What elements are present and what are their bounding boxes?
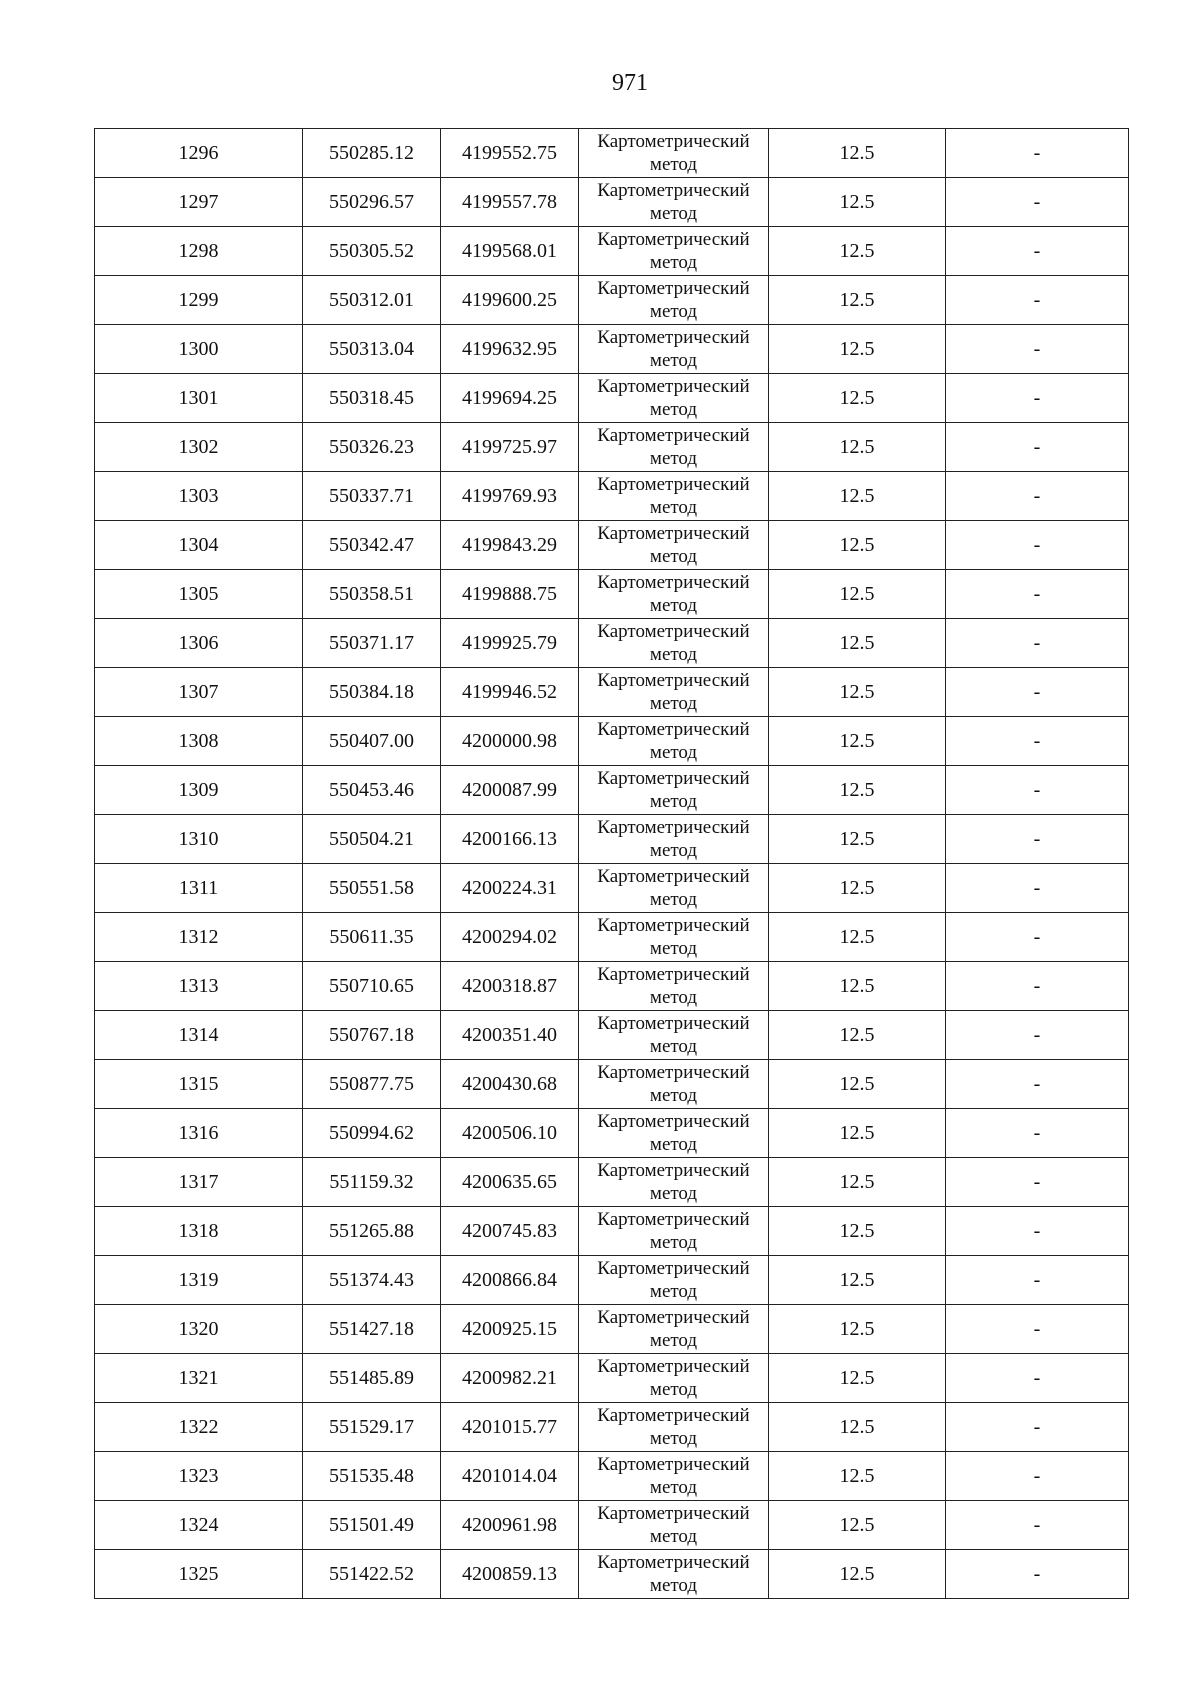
method-line-1: Картометрический <box>597 425 750 446</box>
method-line-1: Картометрический <box>597 817 750 838</box>
table-row <box>95 1158 1129 1207</box>
table-row <box>95 1207 1129 1256</box>
point-number-cell: 1325 <box>95 1550 303 1599</box>
point-number-cell: 1313 <box>95 962 303 1011</box>
y-coordinate-cell: 4200635.65 <box>441 1158 579 1207</box>
point-number-cell: 1308 <box>95 717 303 766</box>
point-number-cell: 1311 <box>95 864 303 913</box>
method-cell <box>579 129 769 178</box>
x-coordinate-cell: 551529.17 <box>303 1403 441 1452</box>
x-coordinate-cell: 551485.89 <box>303 1354 441 1403</box>
method-line-1: Картометрический <box>597 1258 750 1279</box>
method-line-1: Картометрический <box>597 474 750 495</box>
table-row <box>95 129 1129 178</box>
method-line-1: Картометрический <box>597 1552 750 1573</box>
method-line-2: метод <box>649 1330 698 1351</box>
method-line-1: Картометрический <box>597 866 750 887</box>
accuracy-cell: 12.5 <box>769 668 946 717</box>
y-coordinate-cell: 4201014.04 <box>441 1452 579 1501</box>
method-line-1: Картометрический <box>597 1062 750 1083</box>
method-line-1: Картометрический <box>597 1160 750 1181</box>
x-coordinate-cell: 551265.88 <box>303 1207 441 1256</box>
note-cell: - <box>946 717 1129 766</box>
table-row <box>95 717 1129 766</box>
x-coordinate-cell: 550994.62 <box>303 1109 441 1158</box>
accuracy-cell: 12.5 <box>769 1550 946 1599</box>
x-coordinate-cell: 550318.45 <box>303 374 441 423</box>
note-cell: - <box>946 423 1129 472</box>
method-line-1: Картометрический <box>597 964 750 985</box>
accuracy-cell: 12.5 <box>769 1403 946 1452</box>
method-cell <box>579 1158 769 1207</box>
y-coordinate-cell: 4199769.93 <box>441 472 579 521</box>
point-number-cell: 1315 <box>95 1060 303 1109</box>
note-cell: - <box>946 472 1129 521</box>
accuracy-cell: 12.5 <box>769 129 946 178</box>
method-cell <box>579 864 769 913</box>
note-cell: - <box>946 178 1129 227</box>
note-cell: - <box>946 129 1129 178</box>
x-coordinate-cell: 550453.46 <box>303 766 441 815</box>
method-cell <box>579 962 769 1011</box>
table-row <box>95 1305 1129 1354</box>
method-line-1: Картометрический <box>597 1405 750 1426</box>
method-cell <box>579 423 769 472</box>
method-line-1: Картометрический <box>597 768 750 789</box>
y-coordinate-cell: 4200961.98 <box>441 1501 579 1550</box>
accuracy-cell: 12.5 <box>769 521 946 570</box>
point-number-cell: 1297 <box>95 178 303 227</box>
point-number-cell: 1309 <box>95 766 303 815</box>
method-cell <box>579 472 769 521</box>
method-line-2: метод <box>649 1477 698 1498</box>
method-line-2: метод <box>649 1281 698 1302</box>
note-cell: - <box>946 1452 1129 1501</box>
method-line-2: метод <box>649 1134 698 1155</box>
table-row <box>95 374 1129 423</box>
x-coordinate-cell: 551535.48 <box>303 1452 441 1501</box>
note-cell: - <box>946 1305 1129 1354</box>
method-cell <box>579 1305 769 1354</box>
point-number-cell: 1318 <box>95 1207 303 1256</box>
accuracy-cell: 12.5 <box>769 1060 946 1109</box>
y-coordinate-cell: 4199600.25 <box>441 276 579 325</box>
method-line-1: Картометрический <box>597 670 750 691</box>
accuracy-cell: 12.5 <box>769 619 946 668</box>
method-line-1: Картометрический <box>597 1111 750 1132</box>
y-coordinate-cell: 4200166.13 <box>441 815 579 864</box>
method-line-1: Картометрический <box>597 523 750 544</box>
accuracy-cell: 12.5 <box>769 325 946 374</box>
method-line-2: метод <box>649 1379 698 1400</box>
method-cell <box>579 1011 769 1060</box>
x-coordinate-cell: 550313.04 <box>303 325 441 374</box>
accuracy-cell: 12.5 <box>769 1158 946 1207</box>
method-cell <box>579 1550 769 1599</box>
point-number-cell: 1307 <box>95 668 303 717</box>
point-number-cell: 1324 <box>95 1501 303 1550</box>
x-coordinate-cell: 551427.18 <box>303 1305 441 1354</box>
x-coordinate-cell: 550384.18 <box>303 668 441 717</box>
accuracy-cell: 12.5 <box>769 227 946 276</box>
method-line-1: Картометрический <box>597 1307 750 1328</box>
table-row <box>95 668 1129 717</box>
method-line-2: метод <box>649 1526 698 1547</box>
method-line-2: метод <box>649 1428 698 1449</box>
method-line-2: метод <box>649 742 698 763</box>
method-line-1: Картометрический <box>597 1356 750 1377</box>
method-line-2: метод <box>649 1232 698 1253</box>
method-cell <box>579 1109 769 1158</box>
method-line-1: Картометрический <box>597 572 750 593</box>
method-line-2: метод <box>649 252 698 273</box>
y-coordinate-cell: 4199568.01 <box>441 227 579 276</box>
x-coordinate-cell: 550371.17 <box>303 619 441 668</box>
point-number-cell: 1298 <box>95 227 303 276</box>
method-cell <box>579 227 769 276</box>
method-line-1: Картометрический <box>597 621 750 642</box>
y-coordinate-cell: 4200224.31 <box>441 864 579 913</box>
x-coordinate-cell: 551422.52 <box>303 1550 441 1599</box>
x-coordinate-cell: 551159.32 <box>303 1158 441 1207</box>
x-coordinate-cell: 550611.35 <box>303 913 441 962</box>
note-cell: - <box>946 864 1129 913</box>
method-cell <box>579 1256 769 1305</box>
method-line-2: метод <box>649 791 698 812</box>
y-coordinate-cell: 4199694.25 <box>441 374 579 423</box>
point-number-cell: 1323 <box>95 1452 303 1501</box>
table-row <box>95 766 1129 815</box>
accuracy-cell: 12.5 <box>769 423 946 472</box>
accuracy-cell: 12.5 <box>769 717 946 766</box>
note-cell: - <box>946 962 1129 1011</box>
x-coordinate-cell: 550285.12 <box>303 129 441 178</box>
method-line-2: метод <box>649 1183 698 1204</box>
y-coordinate-cell: 4201015.77 <box>441 1403 579 1452</box>
page-number: 971 <box>612 70 648 96</box>
y-coordinate-cell: 4199552.75 <box>441 129 579 178</box>
x-coordinate-cell: 550342.47 <box>303 521 441 570</box>
accuracy-cell: 12.5 <box>769 864 946 913</box>
note-cell: - <box>946 374 1129 423</box>
x-coordinate-cell: 550504.21 <box>303 815 441 864</box>
x-coordinate-cell: 550710.65 <box>303 962 441 1011</box>
method-line-1: Картометрический <box>597 1503 750 1524</box>
x-coordinate-cell: 551501.49 <box>303 1501 441 1550</box>
y-coordinate-cell: 4199843.29 <box>441 521 579 570</box>
point-number-cell: 1320 <box>95 1305 303 1354</box>
y-coordinate-cell: 4200982.21 <box>441 1354 579 1403</box>
method-line-2: метод <box>649 546 698 567</box>
note-cell: - <box>946 325 1129 374</box>
y-coordinate-cell: 4200859.13 <box>441 1550 579 1599</box>
x-coordinate-cell: 550305.52 <box>303 227 441 276</box>
note-cell: - <box>946 1256 1129 1305</box>
accuracy-cell: 12.5 <box>769 1354 946 1403</box>
x-coordinate-cell: 550551.58 <box>303 864 441 913</box>
method-cell <box>579 374 769 423</box>
note-cell: - <box>946 815 1129 864</box>
x-coordinate-cell: 550296.57 <box>303 178 441 227</box>
y-coordinate-cell: 4200745.83 <box>441 1207 579 1256</box>
table-row <box>95 1354 1129 1403</box>
method-line-1: Картометрический <box>597 327 750 348</box>
accuracy-cell: 12.5 <box>769 815 946 864</box>
y-coordinate-cell: 4200351.40 <box>441 1011 579 1060</box>
method-line-1: Картометрический <box>597 180 750 201</box>
point-number-cell: 1317 <box>95 1158 303 1207</box>
method-cell <box>579 913 769 962</box>
method-line-2: метод <box>649 203 698 224</box>
point-number-cell: 1316 <box>95 1109 303 1158</box>
note-cell: - <box>946 1060 1129 1109</box>
y-coordinate-cell: 4199925.79 <box>441 619 579 668</box>
method-line-1: Картометрический <box>597 131 750 152</box>
accuracy-cell: 12.5 <box>769 178 946 227</box>
table-row <box>95 1060 1129 1109</box>
point-number-cell: 1300 <box>95 325 303 374</box>
coordinates-table-body <box>95 129 1129 1599</box>
note-cell: - <box>946 1011 1129 1060</box>
x-coordinate-cell: 550312.01 <box>303 276 441 325</box>
note-cell: - <box>946 1550 1129 1599</box>
note-cell: - <box>946 766 1129 815</box>
accuracy-cell: 12.5 <box>769 913 946 962</box>
note-cell: - <box>946 1158 1129 1207</box>
y-coordinate-cell: 4200925.15 <box>441 1305 579 1354</box>
method-line-2: метод <box>649 938 698 959</box>
x-coordinate-cell: 550337.71 <box>303 472 441 521</box>
point-number-cell: 1314 <box>95 1011 303 1060</box>
method-line-2: метод <box>649 301 698 322</box>
table-row <box>95 619 1129 668</box>
table-row <box>95 1011 1129 1060</box>
method-cell <box>579 1452 769 1501</box>
accuracy-cell: 12.5 <box>769 570 946 619</box>
note-cell: - <box>946 1109 1129 1158</box>
table-row <box>95 521 1129 570</box>
y-coordinate-cell: 4199725.97 <box>441 423 579 472</box>
method-cell <box>579 570 769 619</box>
method-line-2: метод <box>649 693 698 714</box>
table-row <box>95 1550 1129 1599</box>
table-row <box>95 423 1129 472</box>
y-coordinate-cell: 4199946.52 <box>441 668 579 717</box>
point-number-cell: 1322 <box>95 1403 303 1452</box>
y-coordinate-cell: 4199632.95 <box>441 325 579 374</box>
method-line-2: метод <box>649 154 698 175</box>
y-coordinate-cell: 4199888.75 <box>441 570 579 619</box>
y-coordinate-cell: 4200000.98 <box>441 717 579 766</box>
method-cell <box>579 1060 769 1109</box>
method-line-1: Картометрический <box>597 719 750 740</box>
method-line-2: метод <box>649 644 698 665</box>
table-row <box>95 570 1129 619</box>
note-cell: - <box>946 1354 1129 1403</box>
table-row <box>95 227 1129 276</box>
method-cell <box>579 276 769 325</box>
accuracy-cell: 12.5 <box>769 1452 946 1501</box>
point-number-cell: 1305 <box>95 570 303 619</box>
method-line-2: метод <box>649 595 698 616</box>
method-line-1: Картометрический <box>597 229 750 250</box>
table-row <box>95 1452 1129 1501</box>
note-cell: - <box>946 521 1129 570</box>
point-number-cell: 1310 <box>95 815 303 864</box>
coordinates-table <box>94 128 1129 1599</box>
x-coordinate-cell: 551374.43 <box>303 1256 441 1305</box>
table-row <box>95 1403 1129 1452</box>
point-number-cell: 1319 <box>95 1256 303 1305</box>
method-line-2: метод <box>649 889 698 910</box>
note-cell: - <box>946 276 1129 325</box>
method-cell <box>579 1354 769 1403</box>
table-row <box>95 864 1129 913</box>
y-coordinate-cell: 4199557.78 <box>441 178 579 227</box>
table-row <box>95 1501 1129 1550</box>
accuracy-cell: 12.5 <box>769 1207 946 1256</box>
method-cell <box>579 766 769 815</box>
accuracy-cell: 12.5 <box>769 472 946 521</box>
table-row <box>95 178 1129 227</box>
y-coordinate-cell: 4200506.10 <box>441 1109 579 1158</box>
table-row <box>95 815 1129 864</box>
table-row <box>95 472 1129 521</box>
method-line-1: Картометрический <box>597 915 750 936</box>
method-line-2: метод <box>649 840 698 861</box>
note-cell: - <box>946 1207 1129 1256</box>
method-line-2: метод <box>649 448 698 469</box>
note-cell: - <box>946 1403 1129 1452</box>
y-coordinate-cell: 4200318.87 <box>441 962 579 1011</box>
point-number-cell: 1304 <box>95 521 303 570</box>
method-line-2: метод <box>649 1085 698 1106</box>
point-number-cell: 1296 <box>95 129 303 178</box>
method-cell <box>579 521 769 570</box>
y-coordinate-cell: 4200866.84 <box>441 1256 579 1305</box>
method-cell <box>579 1207 769 1256</box>
note-cell: - <box>946 1501 1129 1550</box>
table-row <box>95 913 1129 962</box>
accuracy-cell: 12.5 <box>769 374 946 423</box>
point-number-cell: 1301 <box>95 374 303 423</box>
point-number-cell: 1312 <box>95 913 303 962</box>
method-cell <box>579 717 769 766</box>
table-row <box>95 962 1129 1011</box>
accuracy-cell: 12.5 <box>769 1256 946 1305</box>
table-row <box>95 276 1129 325</box>
table-row <box>95 1109 1129 1158</box>
accuracy-cell: 12.5 <box>769 1109 946 1158</box>
table-row <box>95 325 1129 374</box>
method-line-2: метод <box>649 1036 698 1057</box>
point-number-cell: 1306 <box>95 619 303 668</box>
method-cell <box>579 1403 769 1452</box>
method-cell <box>579 1501 769 1550</box>
note-cell: - <box>946 619 1129 668</box>
method-line-1: Картометрический <box>597 1209 750 1230</box>
method-line-2: метод <box>649 1575 698 1596</box>
note-cell: - <box>946 668 1129 717</box>
accuracy-cell: 12.5 <box>769 1011 946 1060</box>
method-cell <box>579 815 769 864</box>
x-coordinate-cell: 550767.18 <box>303 1011 441 1060</box>
x-coordinate-cell: 550407.00 <box>303 717 441 766</box>
method-line-1: Картометрический <box>597 1454 750 1475</box>
note-cell: - <box>946 913 1129 962</box>
y-coordinate-cell: 4200087.99 <box>441 766 579 815</box>
accuracy-cell: 12.5 <box>769 1305 946 1354</box>
x-coordinate-cell: 550877.75 <box>303 1060 441 1109</box>
note-cell: - <box>946 570 1129 619</box>
accuracy-cell: 12.5 <box>769 276 946 325</box>
point-number-cell: 1303 <box>95 472 303 521</box>
accuracy-cell: 12.5 <box>769 766 946 815</box>
x-coordinate-cell: 550326.23 <box>303 423 441 472</box>
method-cell <box>579 178 769 227</box>
method-cell <box>579 619 769 668</box>
point-number-cell: 1302 <box>95 423 303 472</box>
method-cell <box>579 668 769 717</box>
accuracy-cell: 12.5 <box>769 1501 946 1550</box>
method-line-2: метод <box>649 399 698 420</box>
method-line-1: Картометрический <box>597 278 750 299</box>
method-line-2: метод <box>649 497 698 518</box>
method-line-1: Картометрический <box>597 1013 750 1034</box>
table-row <box>95 1256 1129 1305</box>
y-coordinate-cell: 4200430.68 <box>441 1060 579 1109</box>
accuracy-cell: 12.5 <box>769 962 946 1011</box>
method-cell <box>579 325 769 374</box>
x-coordinate-cell: 550358.51 <box>303 570 441 619</box>
note-cell: - <box>946 227 1129 276</box>
point-number-cell: 1299 <box>95 276 303 325</box>
point-number-cell: 1321 <box>95 1354 303 1403</box>
method-line-2: метод <box>649 350 698 371</box>
method-line-1: Картометрический <box>597 376 750 397</box>
y-coordinate-cell: 4200294.02 <box>441 913 579 962</box>
method-line-2: метод <box>649 987 698 1008</box>
